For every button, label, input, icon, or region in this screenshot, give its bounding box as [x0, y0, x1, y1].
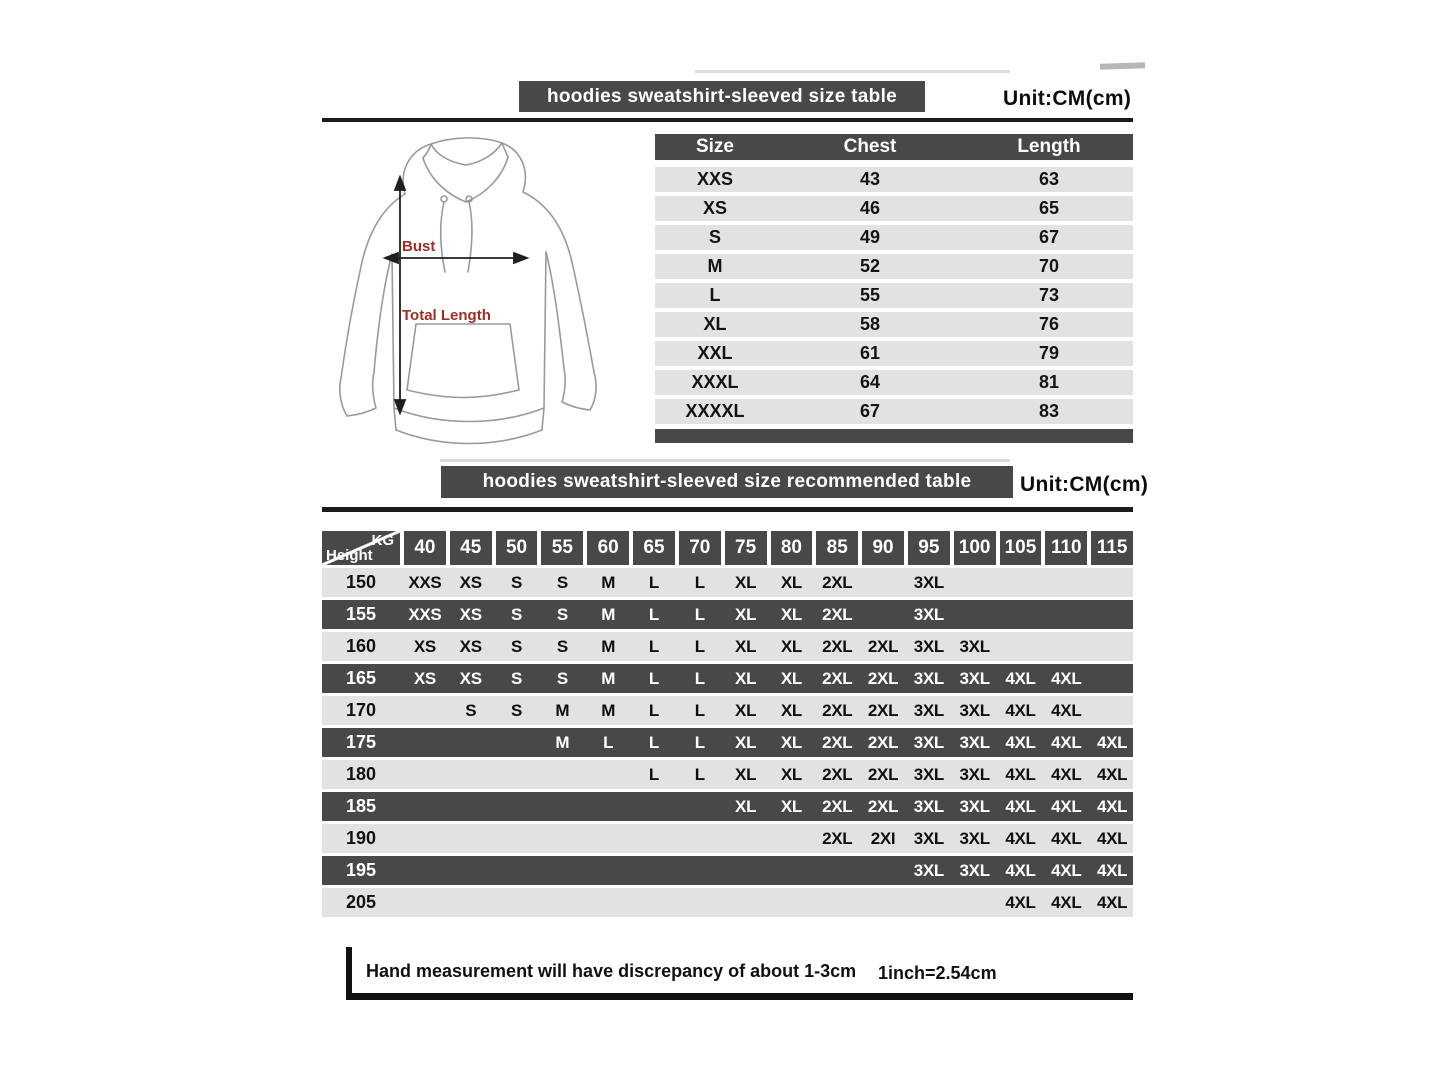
matrix-size-cell: L — [603, 732, 614, 752]
matrix-size-cell: 4XL — [1005, 764, 1036, 784]
matrix-size-cell: 4XL — [1005, 828, 1036, 848]
size-table-cell: 64 — [859, 372, 881, 392]
size-table-row — [655, 399, 1133, 424]
hoodie-measurement-diagram — [328, 132, 618, 462]
height-row-label: 205 — [345, 892, 377, 912]
matrix-size-cell: XS — [413, 668, 436, 688]
size-table-cell: 58 — [859, 314, 881, 334]
matrix-size-cell: M — [601, 604, 616, 624]
weight-column-header: 55 — [541, 531, 583, 565]
size-table-cell: 43 — [859, 169, 881, 189]
matrix-row — [322, 664, 1133, 693]
matrix-size-cell: 2XL — [822, 828, 853, 848]
matrix-row — [322, 888, 1133, 917]
matrix-row — [322, 728, 1133, 757]
height-row-label: 155 — [345, 604, 377, 624]
size-table-cell: 65 — [1038, 198, 1060, 218]
height-row-label: 165 — [345, 668, 377, 688]
inch-conversion-note: 1inch=2.54cm — [878, 963, 997, 983]
matrix-size-cell: XL — [780, 764, 802, 784]
matrix-size-cell: M — [555, 732, 570, 752]
chest-column-header: Chest — [843, 136, 897, 157]
matrix-size-cell: 4XL — [1051, 860, 1082, 880]
matrix-size-cell: 2XL — [822, 636, 853, 656]
matrix-size-cell: 3XL — [913, 764, 944, 784]
matrix-size-cell: L — [694, 604, 705, 624]
matrix-rows — [322, 568, 1133, 917]
size-table-cell: XXXXL — [685, 401, 745, 421]
matrix-size-cell: S — [556, 604, 568, 624]
matrix-size-cell: 2XL — [867, 796, 899, 816]
size-table-header — [655, 134, 1133, 160]
matrix-size-cell: 3XL — [913, 828, 944, 848]
matrix-size-cell: L — [694, 732, 705, 752]
matrix-size-cell: 3XL — [959, 700, 990, 720]
height-row-label: 180 — [345, 764, 377, 784]
weight-column-header: 115 — [1091, 531, 1133, 565]
matrix-size-cell: XL — [780, 572, 802, 592]
size-table-cell: 49 — [859, 227, 881, 247]
matrix-size-cell: L — [694, 572, 705, 592]
size-table-cell: 67 — [1038, 227, 1060, 247]
kg-label: KG — [371, 532, 394, 549]
matrix-size-cell: M — [555, 700, 570, 720]
size-table-cell: 81 — [1038, 372, 1060, 392]
size-table-cell: M — [707, 256, 723, 276]
recommended-size-matrix — [322, 531, 1133, 917]
size-table-cell: 73 — [1038, 285, 1060, 305]
height-row-label: 150 — [345, 572, 377, 592]
size-table-row — [655, 167, 1133, 192]
recommended-table-unit-label: Unit:CM(cm) — [1020, 473, 1149, 496]
size-column-header: Size — [695, 136, 735, 157]
size-table-cell: 79 — [1038, 343, 1060, 363]
matrix-size-cell: L — [694, 636, 705, 656]
matrix-size-cell: L — [694, 764, 705, 784]
matrix-size-cell: L — [694, 668, 705, 688]
size-table-cell: XXS — [696, 169, 734, 189]
size-table-row — [655, 312, 1133, 337]
matrix-size-cell: XL — [735, 636, 757, 656]
matrix-size-cell: M — [601, 700, 616, 720]
size-table-cell: XL — [703, 314, 727, 334]
matrix-size-cell: 4XL — [1005, 892, 1036, 912]
matrix-size-cell: 4XL — [1005, 796, 1036, 816]
matrix-size-cell: 2XL — [867, 668, 899, 688]
matrix-size-cell: S — [556, 668, 568, 688]
matrix-size-cell: 4XL — [1096, 860, 1128, 880]
matrix-size-cell: XL — [780, 668, 802, 688]
height-label: Height — [326, 547, 373, 564]
matrix-size-cell: 2XL — [822, 764, 853, 784]
matrix-size-cell: L — [694, 700, 705, 720]
matrix-size-cell: 4XL — [1051, 700, 1082, 720]
matrix-size-cell: 4XL — [1096, 828, 1128, 848]
size-table — [655, 134, 1133, 443]
matrix-size-cell: 3XL — [959, 732, 990, 752]
matrix-size-cell: 3XL — [913, 572, 944, 592]
total-length-label: Total Length — [402, 307, 491, 324]
size-table-cell: 70 — [1038, 256, 1060, 276]
size-table-unit-label: Unit:CM(cm) — [1003, 87, 1132, 110]
matrix-size-cell: S — [511, 604, 523, 624]
size-table-cell: 76 — [1038, 314, 1060, 334]
matrix-size-cell: 4XL — [1005, 860, 1036, 880]
matrix-size-cell: 3XL — [959, 668, 990, 688]
weight-column-header: 95 — [908, 531, 950, 565]
size-table-row — [655, 196, 1133, 221]
matrix-size-cell: S — [465, 700, 477, 720]
matrix-size-cell: 4XL — [1096, 764, 1128, 784]
matrix-size-cell: XS — [459, 636, 482, 656]
size-table-row — [655, 225, 1133, 250]
matrix-size-cell: XL — [780, 700, 802, 720]
matrix-size-cell: XL — [735, 796, 757, 816]
size-table-cell: 83 — [1038, 401, 1060, 421]
size-table-row — [655, 370, 1133, 395]
matrix-size-cell: 3XL — [959, 796, 990, 816]
length-column-header: Length — [1017, 136, 1081, 157]
size-table-cell: XS — [702, 198, 727, 218]
matrix-size-cell: 3XL — [913, 668, 944, 688]
matrix-size-cell: 4XL — [1051, 668, 1082, 688]
weight-column-header: 45 — [450, 531, 492, 565]
matrix-size-cell: M — [601, 636, 616, 656]
matrix-size-cell: XS — [459, 604, 482, 624]
matrix-size-cell: 3XL — [913, 860, 944, 880]
size-table-cell: 55 — [859, 285, 881, 305]
footnote-bottom-line — [346, 993, 1133, 1000]
measurement-note: Hand measurement will have discrepancy of about 1-3cm — [366, 961, 857, 981]
matrix-size-cell: 2XI — [870, 828, 896, 848]
size-table-cell: 61 — [859, 343, 881, 363]
matrix-size-cell: XS — [413, 636, 436, 656]
matrix-row — [322, 568, 1133, 597]
hoodie-outline — [340, 138, 596, 444]
bust-label: Bust — [402, 238, 436, 255]
size-table-cell: XXXL — [691, 372, 739, 392]
weight-column-header: 40 — [404, 531, 446, 565]
weight-column-header: 80 — [771, 531, 813, 565]
matrix-size-cell: 3XL — [913, 604, 944, 624]
size-table-cell: 46 — [859, 198, 881, 218]
matrix-size-cell: 4XL — [1005, 700, 1036, 720]
matrix-row — [322, 792, 1133, 821]
matrix-size-cell: 3XL — [913, 700, 944, 720]
size-table-rows — [655, 167, 1133, 424]
matrix-size-cell: S — [511, 700, 523, 720]
matrix-size-cell: S — [511, 636, 523, 656]
matrix-size-cell: 4XL — [1051, 796, 1082, 816]
matrix-size-cell: L — [648, 668, 660, 688]
matrix-size-cell: L — [648, 604, 660, 624]
matrix-row — [322, 760, 1133, 789]
matrix-size-cell: L — [648, 700, 660, 720]
size-table-title-bar — [519, 81, 925, 112]
size-table-cell: 63 — [1038, 169, 1060, 189]
matrix-size-cell: XL — [780, 796, 802, 816]
size-table-cell: S — [708, 227, 721, 247]
recommended-table-title-bar — [441, 466, 1013, 498]
matrix-size-cell: 2XL — [867, 636, 899, 656]
matrix-size-cell: 3XL — [959, 764, 990, 784]
matrix-size-cell: XL — [780, 636, 802, 656]
height-row-label: 190 — [345, 828, 377, 848]
matrix-row — [322, 856, 1133, 885]
matrix-size-cell: XL — [735, 572, 757, 592]
matrix-size-cell: 3XL — [913, 636, 944, 656]
weight-column-header: 75 — [725, 531, 767, 565]
size-table-cell: L — [709, 285, 721, 305]
matrix-corner-cell — [322, 531, 400, 565]
matrix-size-cell: XXS — [408, 572, 442, 592]
matrix-size-cell: 4XL — [1005, 732, 1036, 752]
matrix-size-cell: 2XL — [822, 796, 853, 816]
matrix-size-cell: 2XL — [867, 764, 899, 784]
weight-column-header: 85 — [816, 531, 858, 565]
matrix-size-cell: XL — [780, 732, 802, 752]
matrix-size-cell: 4XL — [1051, 828, 1082, 848]
size-table-title: hoodies sweatshirt-sleeved size table — [546, 85, 898, 107]
matrix-size-cell: XL — [735, 764, 757, 784]
size-table-cell: 52 — [859, 256, 881, 276]
height-row-label: 170 — [345, 700, 377, 720]
height-row-label: 185 — [345, 796, 377, 816]
size-table-row — [655, 283, 1133, 308]
matrix-size-cell: 4XL — [1051, 764, 1082, 784]
matrix-size-cell: 3XL — [959, 636, 990, 656]
matrix-size-cell: 3XL — [913, 796, 944, 816]
size-table-footer-bar — [655, 429, 1133, 443]
weight-column-header: 90 — [862, 531, 904, 565]
matrix-size-cell: 4XL — [1005, 668, 1036, 688]
matrix-header-row — [322, 531, 1133, 565]
matrix-size-cell: L — [648, 636, 660, 656]
matrix-size-cell: M — [601, 668, 616, 688]
divider-line — [322, 507, 1133, 512]
matrix-size-cell: 2XL — [867, 732, 899, 752]
matrix-size-cell: 4XL — [1051, 892, 1082, 912]
footnote-left-bar — [346, 947, 352, 997]
matrix-size-cell: S — [556, 572, 568, 592]
divider-line — [322, 118, 1133, 122]
matrix-size-cell: XS — [459, 668, 482, 688]
matrix-size-cell: L — [648, 572, 660, 592]
matrix-size-cell: S — [511, 572, 523, 592]
scan-artifact — [695, 70, 1010, 73]
matrix-size-cell: 2XL — [822, 668, 853, 688]
matrix-size-cell: 3XL — [959, 860, 990, 880]
scan-artifact — [1100, 62, 1145, 70]
matrix-size-cell: XXS — [408, 604, 442, 624]
weight-column-header: 50 — [496, 531, 538, 565]
recommended-table-title: hoodies sweatshirt-sleeved size recommended table — [482, 471, 972, 492]
size-table-cell: XXL — [697, 343, 733, 363]
matrix-size-cell: 2XL — [822, 732, 853, 752]
matrix-size-cell: 4XL — [1096, 892, 1128, 912]
matrix-size-cell: 2XL — [822, 700, 853, 720]
matrix-size-cell: XS — [459, 572, 482, 592]
matrix-size-cell: XL — [780, 604, 802, 624]
matrix-size-cell: 2XL — [867, 700, 899, 720]
weight-column-header: 105 — [1000, 531, 1042, 565]
size-table-cell: 67 — [859, 401, 881, 421]
size-table-row — [655, 254, 1133, 279]
matrix-size-cell: L — [648, 732, 660, 752]
matrix-row — [322, 632, 1133, 661]
measurement-arrows — [385, 177, 527, 413]
matrix-size-cell: 2XL — [822, 604, 853, 624]
matrix-size-cell: M — [601, 572, 616, 592]
height-row-label: 175 — [345, 732, 377, 752]
matrix-size-cell: XL — [735, 604, 757, 624]
matrix-size-cell: 4XL — [1051, 732, 1082, 752]
matrix-size-cell: L — [648, 764, 660, 784]
weight-column-header: 100 — [954, 531, 996, 565]
matrix-size-cell: 3XL — [959, 828, 990, 848]
matrix-size-cell: 2XL — [822, 572, 853, 592]
matrix-row — [322, 600, 1133, 629]
weight-column-header: 110 — [1045, 531, 1087, 565]
matrix-row — [322, 824, 1133, 853]
matrix-size-cell: S — [556, 636, 568, 656]
matrix-size-cell: XL — [735, 668, 757, 688]
weight-column-header: 60 — [587, 531, 629, 565]
matrix-size-cell: S — [511, 668, 523, 688]
matrix-size-cell: XL — [735, 732, 757, 752]
matrix-size-cell: 4XL — [1096, 796, 1128, 816]
height-row-label: 160 — [345, 636, 377, 656]
matrix-size-cell: 3XL — [913, 732, 944, 752]
height-row-label: 195 — [345, 860, 377, 880]
matrix-row — [322, 696, 1133, 725]
weight-column-header: 70 — [679, 531, 721, 565]
size-table-row — [655, 341, 1133, 366]
matrix-size-cell: 4XL — [1096, 732, 1128, 752]
matrix-size-cell: XL — [735, 700, 757, 720]
weight-column-header: 65 — [633, 531, 675, 565]
